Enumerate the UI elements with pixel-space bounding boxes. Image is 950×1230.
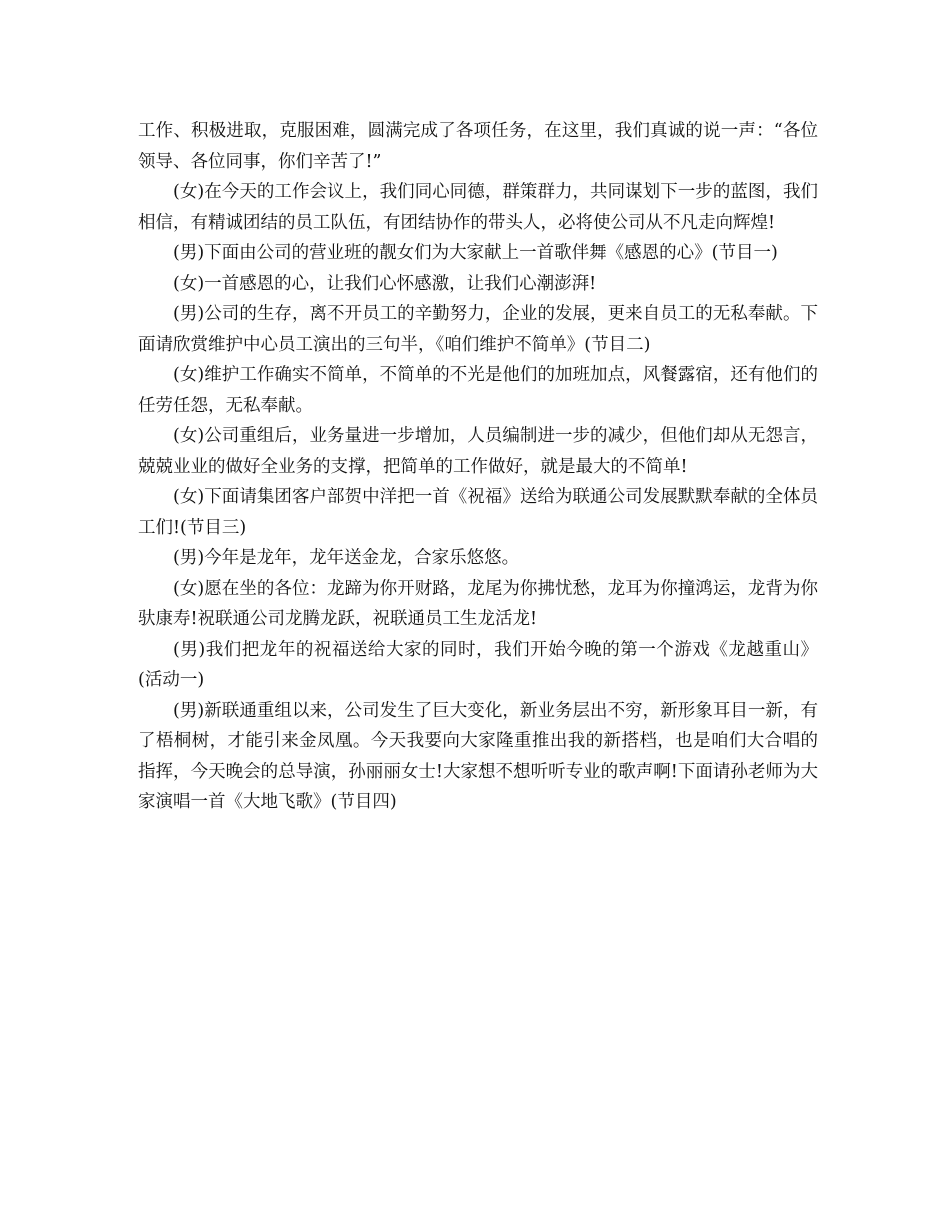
paragraph-reorganization: (女)公司重组后，业务量进一步增加，人员编制进一步的减少，但他们却从无怨言，兢兢业业的做好全业务的支撑，把简单的工作做好，就是最大的不简单! [138, 426, 818, 477]
paragraph-activity-one-intro: (男)我们把龙年的祝福送给大家的同时，我们开始今晚的第一个游戏《龙越重山》(活动一) [138, 639, 818, 690]
paragraph-maintenance-praise: (女)维护工作确实不简单，不简单的不光是他们的加班加点，风餐露宿，还有他们的任劳任怨，无私奉献。 [138, 365, 818, 416]
paragraph-grateful-heart: (女)一首感恩的心，让我们心怀感激，让我们心潮澎湃! [173, 273, 597, 294]
paragraph-dragon-year: (男)今年是龙年，龙年送金龙，合家乐悠悠。 [173, 548, 520, 568]
document-body [138, 116, 818, 818]
paragraph-continued: 工作、积极进取，克服困难，圆满完成了各项任务，在这里，我们真诚的说一声：“各位领导、各位同事，你们辛苦了!” [138, 121, 818, 172]
paragraph-program-three-intro: (女)下面请集团客户部贺中洋把一首《祝福》送给为联通公司发展默默奉献的全体员工们!(节目三) [138, 487, 818, 538]
paragraph-program-one-intro: (男)下面由公司的营业班的靓女们为大家献上一首歌伴舞《感恩的心》(节目一) [173, 243, 778, 263]
paragraph-female-meeting: (女)在今天的工作会议上，我们同心同德，群策群力，共同谋划下一步的蓝图，我们相信，有精诚团结的员工队伍，有团结协作的带头人，必将使公司从不凡走向辉煌! [138, 182, 818, 233]
paragraph-dragon-blessing: (女)愿在坐的各位：龙蹄为你开财路，龙尾为你拂忧愁，龙耳为你撞鸿运，龙背为你驮康寿!祝联通公司龙腾龙跃，祝联通员工生龙活龙! [138, 578, 818, 629]
paragraph-program-two-intro: (男)公司的生存，离不开员工的辛勤努力，企业的发展，更来自员工的无私奉献。下面请欣赏维护中心员工演出的三句半，《咱们维护不简单》(节目二) [138, 304, 818, 355]
paragraph-program-four-intro: (男)新联通重组以来，公司发生了巨大变化，新业务层出不穷，新形象耳目一新，有了梧桐树，才能引来金凤凰。今天我要向大家隆重推出我的新搭档，也是咱们大合唱的指挥，今天晚会的总导演，孙丽丽女士!大家想不想听听专业的歌声啊!下面请孙老师为大家演唱一首《大地飞歌》(节目四) [138, 700, 818, 812]
